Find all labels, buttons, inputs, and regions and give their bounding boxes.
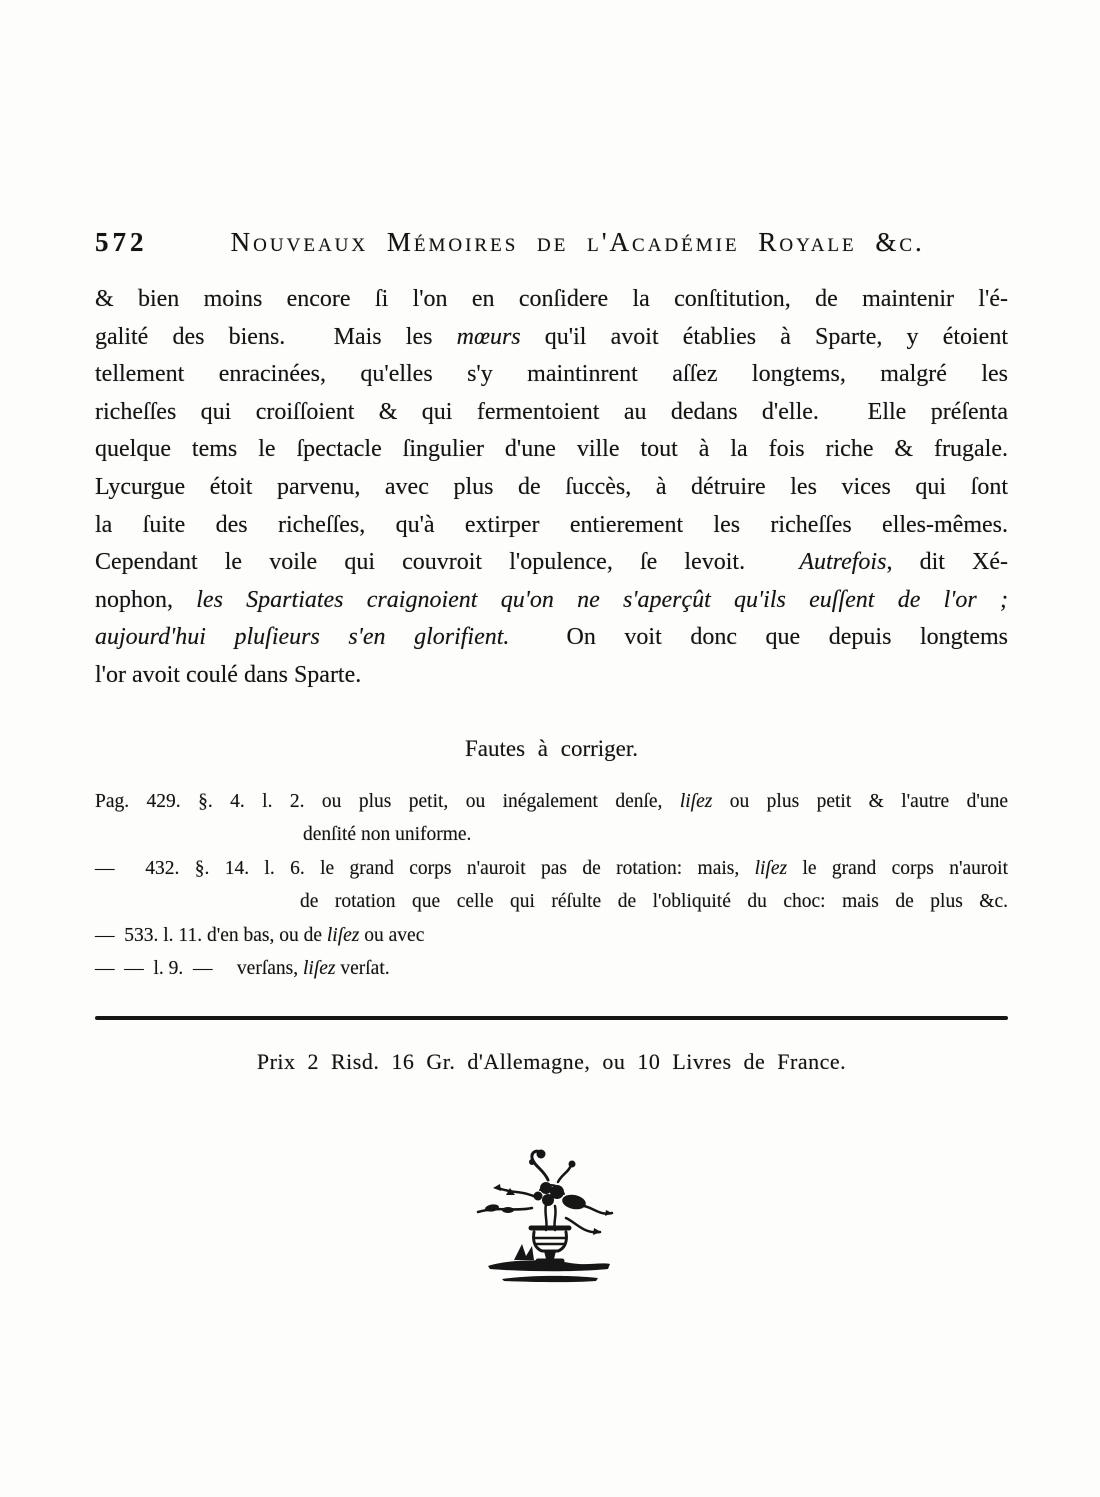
italic-text-segment: liſez [754, 857, 788, 879]
text-line [95, 544, 1008, 582]
text-segment: de rotation que celle qui réſulte de l'obliquité du choc: mais de plus &c. [300, 891, 1008, 913]
text-line [95, 394, 1008, 432]
text-segment: & bien moins encore ſi l'on en conſidere la conſtitution, de maintenir l'é- [95, 286, 1008, 312]
italic-text-segment: liſez [302, 958, 336, 980]
price-line: Prix 2 Risd. 16 Gr. d'Allemagne, ou 10 Livres de France. [256, 1049, 847, 1074]
text-segment: la ſuite des richeſſes, qu'à extirper entierement les richeſſes elles-mêmes. [95, 511, 1008, 538]
text-segment: tellement enracinées, qu'elles s'y maintinrent aſſez longtems, malgré les [95, 361, 1008, 388]
text-line [95, 507, 1008, 545]
text-line [95, 431, 1008, 469]
text-segment: l'or avoit coulé dans Sparte. [95, 661, 362, 688]
floral-vignette [468, 1146, 632, 1298]
text-segment: quelque tems le ſpectacle ſingulier d'une ville tout à la fois riche & frugale. [95, 436, 1008, 463]
italic-text-segment: mœurs [456, 323, 521, 350]
text-line [95, 356, 1008, 394]
text-segment: Cependant le voile qui couvroit l'opulence, ſe levoit. [95, 549, 800, 576]
italic-text-segment: aujourd'hui pluſieurs s'en glorifient. [95, 624, 510, 651]
text-line [95, 469, 1008, 507]
text-line [95, 619, 1008, 657]
text-segment: — 432. §. 14. l. 6. le grand corps n'auroit pas de rotation: mais, [95, 857, 755, 879]
text-segment: richeſſes qui croiſſoient & qui fermentoient au dedans d'elle. Elle préſenta [95, 398, 1008, 425]
text-segment: le grand corps n'auroit [787, 857, 1008, 879]
errata-list [95, 785, 1008, 985]
urn-flower-icon [468, 1146, 632, 1298]
text-segment: verſat. [335, 958, 390, 980]
italic-text-segment: liſez [679, 791, 713, 812]
text-segment: — 533. l. 11. d'en bas, ou de [95, 924, 327, 946]
text-segment: Lycurgue étoit parvenu, avec plus de ſuccès, à détruire les vices qui ſont [95, 473, 1008, 500]
text-segment: qu'il avoit établies à Sparte, y étoient [520, 323, 1008, 350]
text-segment: galité des biens. Mais les [95, 323, 457, 350]
text-line [95, 952, 1008, 985]
text-line [95, 818, 1008, 851]
text-segment: denſité non uniforme. [303, 824, 472, 846]
text-segment: On voit donc que depuis longtems [509, 624, 1008, 651]
text-segment: ou avec [359, 924, 425, 946]
text-segment: ou plus petit & l'autre d'une [712, 791, 1008, 812]
text-line [95, 281, 1008, 319]
divider-rule [95, 1016, 1008, 1020]
text-segment: , dit Xé- [886, 549, 1009, 576]
text-line [95, 785, 1008, 818]
text-segment: Pag. 429. §. 4. l. 2. ou plus petit, ou inégalement denſe, [95, 791, 680, 812]
text-line [95, 885, 1008, 918]
body-paragraph [95, 281, 1008, 695]
text-line [95, 319, 1008, 357]
italic-text-segment: Autrefois [799, 549, 887, 576]
text-line [95, 657, 1008, 695]
italic-text-segment: liſez [326, 924, 360, 946]
text-line [95, 852, 1008, 885]
running-header [95, 227, 1008, 258]
text-segment: — — l. 9. — verſans, [95, 958, 303, 980]
running-header-title: Nouveaux Mémoires de l'Académie Royale &c. [230, 227, 925, 257]
errata-heading: Fautes à corriger. [464, 736, 639, 761]
italic-text-segment: les Spartiates craignoient qu'on ne s'aperçût qu'ils euſſent de l'or ; [196, 586, 1008, 613]
page-number: 572 [95, 227, 148, 257]
text-line [95, 582, 1008, 620]
text-line [95, 919, 1008, 952]
text-segment: nophon, [95, 586, 197, 613]
